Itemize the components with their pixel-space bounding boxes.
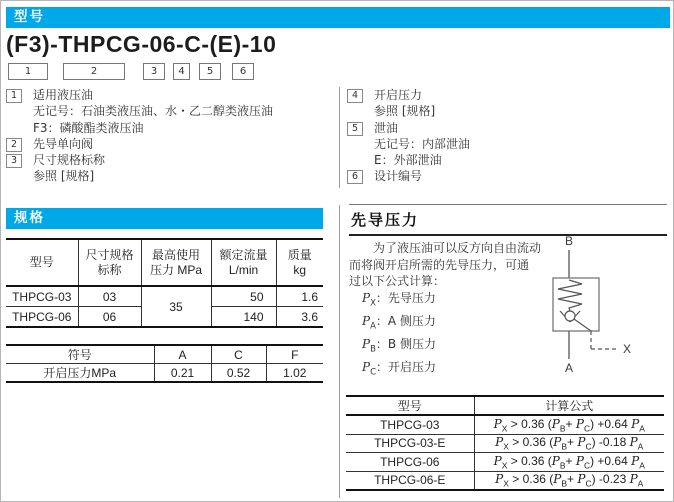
pilot-symbol-definition: $P_A$：A 侧压力 bbox=[362, 313, 436, 332]
model-position-box-1: 1 bbox=[8, 63, 48, 80]
cell-model: THPCG-03-E bbox=[346, 434, 474, 453]
column-header-a: A bbox=[154, 345, 211, 364]
legend-line: 尺寸规格标称 bbox=[33, 153, 106, 168]
cell-formula: $P_X > 0.36$ $(P_B+ P_C) +0.64$ $P_A$ bbox=[474, 453, 664, 472]
spring-icon bbox=[558, 280, 582, 311]
pilot-symbol-definitions bbox=[362, 290, 436, 382]
model-position-box-4: 4 bbox=[173, 63, 190, 80]
legend-item bbox=[6, 87, 336, 136]
legend-item bbox=[347, 87, 669, 120]
legend-number-box: 3 bbox=[6, 154, 22, 168]
valve-body-box bbox=[553, 278, 599, 331]
model-position-box-6: 6 bbox=[232, 63, 254, 80]
legend-lines bbox=[33, 136, 93, 152]
cell-model: THPCG-06 bbox=[6, 307, 78, 328]
legend-line: 参照 [规格] bbox=[374, 104, 436, 119]
legend-line: 设计编号 bbox=[374, 169, 423, 184]
legend-number-box: 5 bbox=[347, 122, 363, 136]
column-divider-bottom bbox=[339, 205, 340, 498]
formula-table-row bbox=[346, 415, 664, 434]
legend-line: F3：磷酸酯类液压油 bbox=[33, 120, 144, 135]
model-position-box-2: 2 bbox=[63, 63, 125, 80]
pilot-symbol-definition: $P_C$：开启压力 bbox=[362, 359, 437, 378]
legend-line: 参照 [规格] bbox=[33, 169, 95, 184]
cell-value-c: 0.52 bbox=[211, 364, 266, 383]
formula-table-row bbox=[346, 434, 664, 453]
column-header-symbol: 符号 bbox=[6, 345, 154, 364]
model-section-header: 型号 bbox=[6, 7, 670, 28]
legend-item bbox=[347, 120, 669, 169]
legend-line: 开启压力 bbox=[374, 88, 423, 102]
column-header-rated-flow: 额定流量 L/min bbox=[211, 239, 276, 286]
column-divider-top bbox=[339, 87, 340, 188]
legend-lines bbox=[374, 87, 435, 120]
cracking-pressure-table bbox=[6, 344, 323, 383]
cell-model: THPCG-06 bbox=[346, 453, 474, 472]
spec-section-header: 规格 bbox=[6, 208, 323, 229]
port-b-label: B bbox=[564, 234, 574, 248]
column-header-mass: 质量 kg bbox=[276, 239, 323, 286]
legend-line: 无记号：石油类液压油、水・乙二醇类液压油 bbox=[33, 104, 274, 119]
pilot-formula-table bbox=[346, 395, 664, 491]
legend-number-box: 2 bbox=[6, 138, 22, 152]
legend-lines bbox=[374, 120, 470, 169]
formula-table-header-row bbox=[346, 396, 664, 415]
model-legend-left bbox=[6, 87, 336, 185]
check-ball-icon bbox=[565, 311, 575, 321]
legend-lines bbox=[33, 87, 273, 136]
model-legend-right bbox=[347, 87, 669, 185]
model-position-box-5: 5 bbox=[199, 63, 221, 80]
cell-max-pressure: 35 bbox=[141, 286, 211, 327]
legend-line: 先导单向阀 bbox=[33, 136, 94, 151]
model-number: (F3)-THPCG-06-C-(E)-10 bbox=[6, 31, 277, 57]
column-header-c: C bbox=[211, 345, 266, 364]
formula-table-row bbox=[346, 453, 664, 472]
formula-table-row bbox=[346, 471, 664, 490]
legend-line: 无记号：内部泄油 bbox=[374, 136, 471, 151]
column-header-f: F bbox=[266, 345, 323, 364]
legend-item bbox=[6, 152, 336, 185]
legend-line: 适用液压油 bbox=[33, 88, 94, 102]
legend-line: E：外部泄油 bbox=[374, 153, 442, 168]
model-position-box-3: 3 bbox=[143, 63, 165, 80]
pilot-check-valve-diagram bbox=[521, 229, 671, 379]
column-header-model: 型号 bbox=[346, 396, 474, 415]
paragraph-line: 过以下公式计算： bbox=[349, 274, 446, 288]
pilot-symbol-definition: $P_X$：先导压力 bbox=[362, 291, 436, 309]
cell-formula: $P_X > 0.36$ $(P_B+ P_C) +0.64$ $P_A$ bbox=[474, 415, 664, 434]
column-header-model: 型号 bbox=[6, 239, 78, 286]
legend-lines bbox=[33, 152, 105, 185]
port-a-label: A bbox=[564, 361, 574, 375]
cell-model: THPCG-03 bbox=[346, 415, 474, 434]
legend-item bbox=[347, 168, 669, 184]
cell-mass: 3.6 bbox=[276, 307, 323, 328]
cell-flow: 50 bbox=[211, 286, 276, 307]
cell-flow: 140 bbox=[211, 307, 276, 328]
paragraph-line: 为了液压油可以反方向自由流动 bbox=[373, 241, 542, 255]
legend-number-box: 6 bbox=[347, 170, 363, 184]
column-header-formula: 计算公式 bbox=[474, 396, 664, 415]
legend-line: 泄油 bbox=[374, 120, 399, 135]
spec-table bbox=[6, 238, 323, 328]
legend-lines bbox=[374, 168, 422, 184]
cell-value-a: 0.21 bbox=[154, 364, 211, 383]
column-header-max-pressure: 最高使用 压力 MPa bbox=[141, 239, 211, 286]
cell-model: THPCG-03 bbox=[6, 286, 78, 307]
pilot-symbol-definition: $P_B$：B 侧压力 bbox=[362, 336, 436, 355]
cracking-pressure-row bbox=[6, 364, 323, 383]
cell-size: 03 bbox=[78, 286, 141, 307]
legend-number-box: 1 bbox=[6, 89, 22, 103]
cell-model: THPCG-06-E bbox=[346, 471, 474, 490]
cell-row-label: 开启压力MPa bbox=[6, 364, 154, 383]
paragraph-line: 而将阀开启所需的先导压力，可通 bbox=[349, 257, 530, 272]
pilot-pressure-title: 先导压力 bbox=[351, 211, 420, 229]
cracking-table-header-row bbox=[6, 345, 323, 364]
cell-size: 06 bbox=[78, 307, 141, 328]
cell-formula: $P_X > 0.36$ $(P_B+ P_C)$ -0.23 $P_A$ bbox=[474, 471, 664, 490]
column-header-size: 尺寸规格 标称 bbox=[78, 239, 141, 286]
spec-table-header-row bbox=[6, 239, 323, 286]
cell-formula: $P_X > 0.36$ $(P_B+ P_C)$ -0.18 $P_A$ bbox=[474, 434, 664, 453]
spec-row-thpcg-03 bbox=[6, 286, 323, 307]
cell-value-f: 1.02 bbox=[266, 364, 323, 383]
legend-item bbox=[6, 136, 336, 152]
pilot-piston-line bbox=[574, 319, 591, 331]
cell-mass: 1.6 bbox=[276, 286, 323, 307]
port-x-label: X bbox=[623, 342, 632, 356]
legend-number-box: 4 bbox=[347, 89, 363, 103]
